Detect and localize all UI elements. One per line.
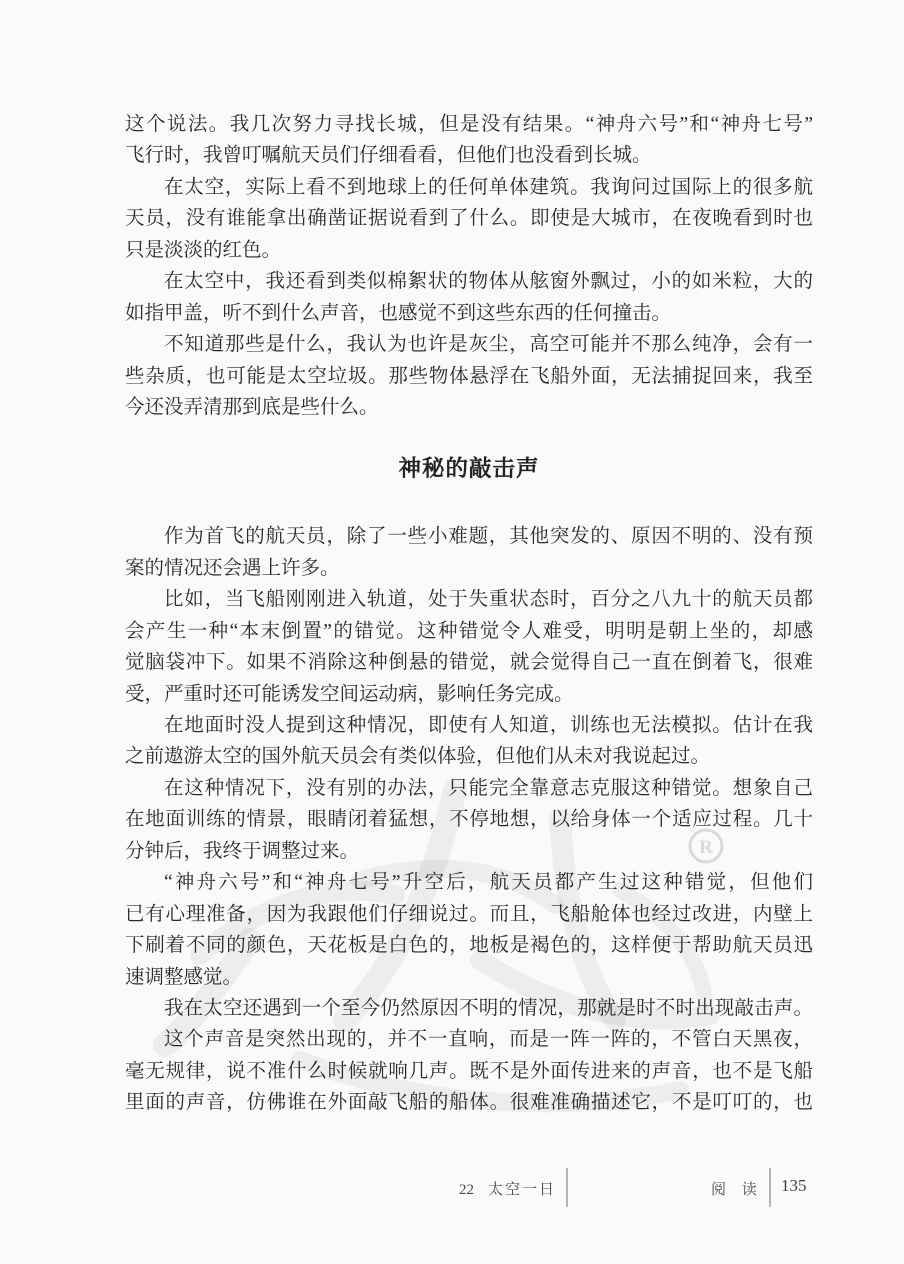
- lesson-info: [459, 1178, 556, 1199]
- paragraph-line: 飞行时，我曾叮嘱航天员们仔细看看，但他们也没看到长城。: [125, 145, 652, 167]
- paragraph-line: 下刷着不同的颜色，天花板是白色的，地板是褐色的，这样便于帮助航天员迅: [125, 935, 813, 957]
- paragraph-line: 在太空中，我还看到类似棉絮状的物体从舷窗外飘过，小的如米粒，大的: [164, 271, 813, 293]
- section-heading: 神秘的敲击声: [398, 456, 540, 482]
- section-label: 阅 读: [711, 1182, 763, 1198]
- paragraph-line: 已有心理准备，因为我跟他们仔细说过。而且，飞船舱体也经过改进，内壁上: [125, 903, 813, 925]
- footer-divider: [769, 1168, 771, 1207]
- paragraph-line: 如指甲盖，听不到什么声音，也感觉不到这些东西的任何撞击。: [125, 302, 672, 324]
- paragraph-line: 受，严重时还可能诱发空间运动病，影响任务完成。: [125, 683, 574, 705]
- paragraph-line: 只是淡淡的红色。: [125, 239, 282, 261]
- paragraph-line: 之前遨游太空的国外航天员会有类似体验，但他们从未对我说起过。: [125, 746, 711, 768]
- paragraph-line: 觉脑袋冲下。如果不消除这种倒悬的错觉，就会觉得自己一直在倒着飞，很难: [125, 652, 813, 674]
- paragraph-line: 在太空，实际上看不到地球上的任何单体建筑。我询问过国际上的很多航: [164, 176, 813, 198]
- paragraph-line: 这个声音是突然出现的，并不一直响，而是一阵一阵的，不管白天黑夜，: [164, 1029, 813, 1051]
- svg-text:R: R: [699, 837, 713, 858]
- paragraph-line: 里面的声音，仿佛谁在外面敲飞船的船体。很难准确描述它，不是叮叮的，也: [125, 1092, 813, 1114]
- paragraph-line: “神舟六号”和“神舟七号”升空后，航天员都产生过这种错觉，但他们: [164, 872, 813, 894]
- footer-divider: [566, 1168, 568, 1207]
- paragraph-line: 会产生一种“本末倒置”的错觉。这种错觉令人难受，明明是朝上坐的，却感: [125, 620, 813, 642]
- paragraph-line: 速调整感觉。: [125, 966, 243, 988]
- paragraph-line: 今还没弄清那到底是些什么。: [125, 396, 379, 418]
- lesson-title: 太空一日: [488, 1182, 557, 1198]
- paragraph-line: 在地面时没人提到这种情况，即使有人知道，训练也无法模拟。估计在我: [164, 715, 813, 736]
- page-number: 135: [781, 1176, 807, 1195]
- paragraph-line: 我在太空还遇到一个至今仍然原因不明的情况，那就是时不时出现敲击声。: [164, 997, 813, 1019]
- paragraph-line: 比如，当飞船刚刚进入轨道，处于失重状态时，百分之八九十的航天员都: [164, 589, 813, 611]
- paragraph-line: 毫无规律，说不准什么时候就响几声。既不是外面传进来的声音，也不是飞船: [125, 1060, 813, 1082]
- paragraph-line: 分钟后，我终于调整过来。: [125, 840, 360, 862]
- paragraph-line: 作为首飞的航天员，除了一些小难题，其他突发的、原因不明的、没有预: [164, 526, 813, 548]
- paragraph-line: 些杂质，也可能是太空垃圾。那些物体悬浮在飞船外面，无法捕捉回来，我至: [125, 365, 813, 387]
- paragraph-line: 案的情况还会遇上许多。: [125, 557, 340, 579]
- paragraph-line: 在这种情况下，没有别的办法，只能完全靠意志克服这种错觉。想象自己: [164, 777, 813, 799]
- lesson-number: 22: [459, 1182, 474, 1198]
- paragraph-line: 在地面训练的情景，眼睛闭着猛想，不停地想，以给身体一个适应过程。几十: [125, 809, 813, 831]
- paragraph-line: 不知道那些是什么，我认为也许是灰尘，高空可能并不那么纯净，会有一: [164, 334, 813, 356]
- paragraph-line: 天员，没有谁能拿出确凿证据说看到了什么。即使是大城市，在夜晚看到时也: [125, 208, 813, 230]
- paragraph-line: 这个说法。我几次努力寻找长城，但是没有结果。“神舟六号”和“神舟七号”: [125, 114, 813, 135]
